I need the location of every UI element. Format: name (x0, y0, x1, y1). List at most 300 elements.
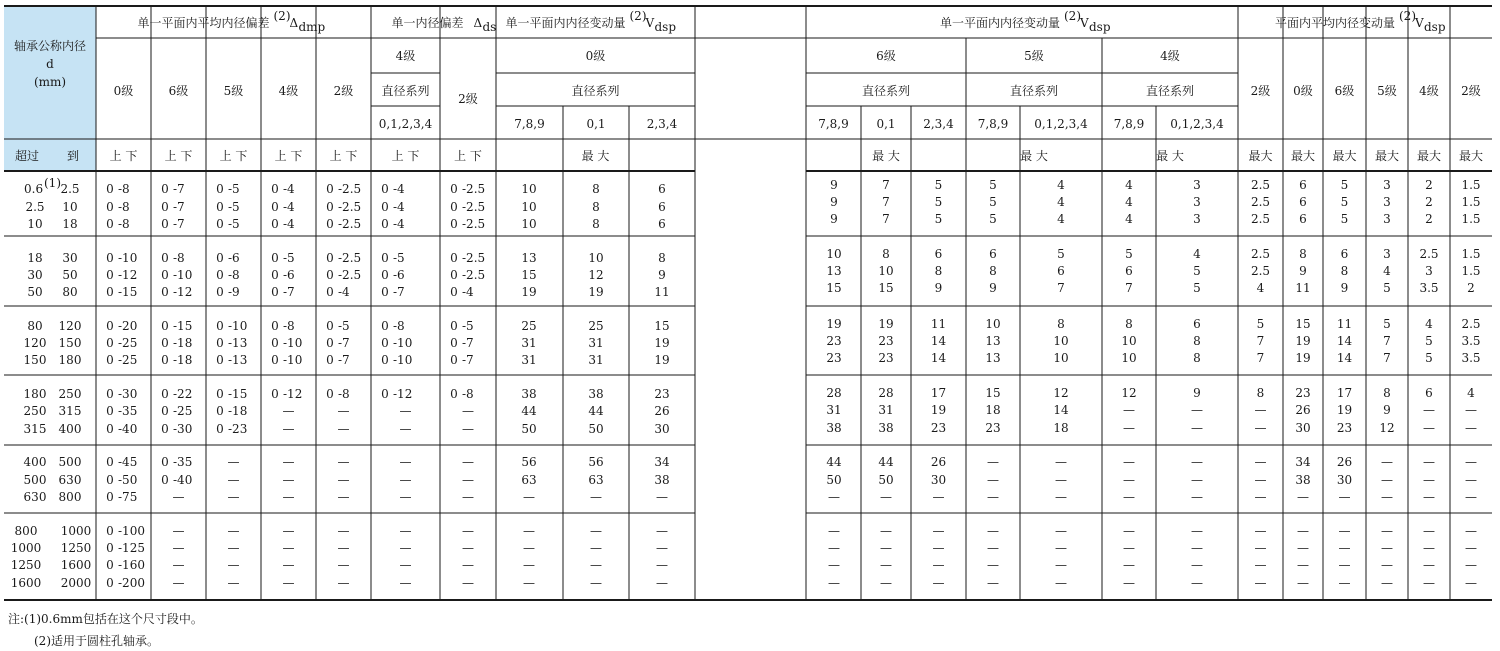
m2-18: — (1465, 576, 1477, 590)
ds-group-title: 单一内径偏差 (391, 16, 464, 30)
v0a-10: 44 (521, 404, 537, 418)
v5a-14: — (987, 490, 999, 504)
v5b-18: — (1055, 576, 1067, 590)
s2-lower-3: -2.5 (462, 251, 486, 265)
d6-lower-10: -25 (173, 404, 193, 418)
v2-15: — (1254, 524, 1267, 538)
d0-lower-8: -25 (118, 353, 138, 367)
v2-6: 5 (1256, 317, 1265, 331)
v6c-17: — (932, 558, 945, 572)
v6b-5: 15 (878, 281, 894, 295)
m2-5: 2 (1467, 281, 1475, 295)
v5b-13: — (1055, 473, 1067, 487)
d2-upper-8: 0 (326, 353, 334, 367)
d0-upper-0: 0 (106, 182, 114, 196)
m5-9: 8 (1383, 386, 1391, 400)
m0-8: 19 (1295, 351, 1311, 365)
bore-to-16: 1250 (60, 541, 92, 555)
m5-8: 7 (1383, 351, 1391, 365)
s4-upper-4: 0 (381, 268, 389, 282)
bore-to-17: 1600 (60, 558, 92, 572)
d4-12: — (282, 455, 295, 469)
v0c-16: — (656, 541, 668, 555)
d0-lower-9: -30 (118, 387, 138, 401)
v0a-5: 19 (521, 285, 537, 299)
m2-4: 1.5 (1461, 264, 1481, 278)
m0-12: 34 (1295, 455, 1311, 469)
bore-to-4: 50 (62, 268, 78, 282)
d5-upper-1: 0 (216, 200, 224, 214)
v5b-10: 14 (1053, 403, 1069, 417)
to-label: 到 (66, 149, 80, 163)
d4-14: — (282, 490, 295, 504)
d6-lower-3: -8 (173, 251, 185, 265)
d0-upper-9: 0 (106, 387, 114, 401)
s2-lower-9: -8 (462, 387, 474, 401)
vdsp4-max-label: 最 大 (1156, 149, 1184, 163)
v0a-16: — (523, 541, 535, 555)
vdsp6-series-789: 7,8,9 (818, 117, 849, 131)
m4-15: — (1423, 524, 1435, 538)
d4-upper-8: 0 (271, 353, 279, 367)
d6-upper-9: 0 (161, 387, 169, 401)
m6-1: 5 (1340, 195, 1349, 209)
s4-lower-7: -10 (393, 336, 413, 350)
d2-upper-3: 0 (326, 251, 334, 265)
upper-lower-label-1: 上 下 (164, 149, 193, 163)
v0b-4: 12 (588, 268, 604, 282)
d6-upper-5: 0 (161, 285, 169, 299)
m2-14: — (1465, 490, 1477, 504)
vdmp-group-title-sub: dsp (1424, 20, 1446, 34)
v5b-9: 12 (1053, 386, 1069, 400)
v6c-6: 11 (930, 317, 947, 331)
v0c-15: — (656, 524, 668, 538)
d0-upper-14: 0 (106, 490, 114, 504)
dmp-grade-4: 4级 (278, 84, 299, 98)
v5a-0: 5 (989, 178, 997, 192)
v0b-9: 38 (588, 387, 604, 401)
v5b-5: 7 (1057, 281, 1065, 295)
m4-10: — (1423, 403, 1435, 417)
v2-10: — (1254, 403, 1267, 417)
s4-lower-5: -7 (393, 285, 405, 299)
m6-4: 8 (1340, 264, 1349, 278)
v5b-14: — (1055, 490, 1067, 504)
m0-14: — (1297, 490, 1309, 504)
bore-from-6: 80 (27, 319, 43, 333)
s2-lower-4: -2.5 (462, 268, 486, 282)
v6a-8: 23 (826, 351, 842, 365)
v0b-10: 44 (588, 404, 604, 418)
s4-lower-0: -4 (393, 182, 405, 196)
s4-upper-8: 0 (381, 353, 389, 367)
m0-16: — (1297, 541, 1309, 555)
v6c-13: 30 (930, 473, 947, 487)
s4-lower-4: -6 (393, 268, 405, 282)
v0c-3: 8 (658, 251, 666, 265)
d0-lower-18: -200 (118, 576, 145, 590)
d0-lower-17: -160 (118, 558, 145, 572)
s2-11: — (462, 422, 474, 436)
d5-16: — (227, 541, 240, 555)
bore-from-9: 180 (23, 387, 47, 401)
d6-lower-0: -7 (173, 182, 185, 196)
m2-2: 1.5 (1461, 212, 1481, 226)
d6-upper-10: 0 (161, 404, 169, 418)
m4-7: 5 (1425, 334, 1433, 348)
m5-11: 12 (1379, 421, 1395, 435)
v5a-3: 6 (989, 247, 997, 261)
vdsp0-series-01: 0,1 (586, 117, 606, 131)
d6-upper-12: 0 (161, 455, 169, 469)
v0a-18: — (523, 576, 535, 590)
v2-16: — (1254, 541, 1267, 555)
v5a-8: 13 (985, 351, 1001, 365)
m6-5: 9 (1340, 281, 1349, 295)
max-label-1: 最大 (1290, 149, 1316, 163)
m2-10: — (1465, 403, 1477, 417)
m2-16: — (1465, 541, 1477, 555)
d6-lower-9: -22 (173, 387, 193, 401)
ds-group-symbol: Δ (473, 16, 483, 30)
m5-18: — (1381, 576, 1393, 590)
m4-6: 4 (1425, 317, 1433, 331)
d5-lower-3: -6 (228, 251, 240, 265)
m5-15: — (1381, 524, 1393, 538)
m4-5: 3.5 (1419, 281, 1439, 295)
v6a-18: — (828, 576, 840, 590)
m2-12: — (1465, 455, 1477, 469)
m6-11: 23 (1336, 421, 1353, 435)
m4-14: — (1423, 490, 1435, 504)
m4-13: — (1423, 473, 1435, 487)
v0c-11: 30 (654, 422, 670, 436)
s2-lower-5: -4 (462, 285, 474, 299)
v0b-14: — (590, 490, 602, 504)
bore-from-3: 18 (27, 251, 43, 265)
v4b-4: 5 (1193, 264, 1201, 278)
v0b-11: 50 (588, 422, 604, 436)
d2-15: — (337, 524, 350, 538)
v5a-4: 8 (989, 264, 997, 278)
d5-upper-3: 0 (216, 251, 224, 265)
d6-upper-1: 0 (161, 200, 169, 214)
v6b-17: — (880, 558, 892, 572)
d6-lower-8: -18 (173, 353, 193, 367)
bore-from-7: 120 (23, 336, 47, 350)
v4a-17: — (1123, 558, 1135, 572)
v2-18: — (1254, 576, 1267, 590)
v0c-18: — (656, 576, 668, 590)
vdsp0-max-label: 最 大 (581, 149, 610, 163)
s4-lower-8: -10 (393, 353, 413, 367)
bore-to-11: 400 (58, 422, 82, 436)
v0c-7: 19 (654, 336, 670, 350)
v0c-17: — (656, 558, 668, 572)
v2-4: 2.5 (1250, 264, 1271, 278)
s2-lower-6: -5 (462, 319, 474, 333)
d0-lower-0: -8 (118, 182, 130, 196)
d2-upper-2: 0 (326, 217, 334, 231)
d2-lower-8: -7 (338, 353, 350, 367)
v0b-13: 63 (588, 473, 604, 487)
v0c-9: 23 (654, 387, 670, 401)
v6c-15: — (932, 524, 945, 538)
v5a-18: — (987, 576, 999, 590)
s4-17: — (399, 558, 412, 572)
vdsp6-series-234: 2,3,4 (923, 117, 954, 131)
dmp-grade-2: 2级 (333, 84, 354, 98)
v4a-4: 6 (1125, 264, 1133, 278)
m0-13: 38 (1295, 473, 1311, 487)
v6b-2: 7 (882, 212, 890, 226)
s4-13: — (399, 473, 412, 487)
v4a-8: 10 (1121, 351, 1137, 365)
d0-upper-15: 0 (106, 524, 114, 538)
d6-lower-1: -7 (173, 200, 185, 214)
max-label-4: 最大 (1416, 149, 1442, 163)
s4-lower-1: -4 (393, 200, 405, 214)
d4-upper-7: 0 (271, 336, 279, 350)
v0b-6: 25 (588, 319, 604, 333)
d4-10: — (282, 404, 295, 418)
d5-upper-9: 0 (216, 387, 224, 401)
m5-17: — (1381, 558, 1393, 572)
v4a-11: — (1123, 421, 1135, 435)
d4-lower-4: -6 (283, 268, 295, 282)
d0-lower-11: -40 (118, 422, 138, 436)
v5a-12: — (987, 455, 999, 469)
s2-lower-1: -2.5 (462, 200, 486, 214)
bore-to-5: 80 (62, 285, 78, 299)
vdsp-group-title-right-sup: (2) (1064, 9, 1081, 23)
v4a-16: — (1123, 541, 1135, 555)
d4-lower-8: -10 (283, 353, 303, 367)
v0b-2: 8 (592, 217, 600, 231)
s4-11: — (399, 422, 412, 436)
d2-upper-9: 0 (326, 387, 334, 401)
s2-upper-8: 0 (450, 353, 458, 367)
d2-lower-2: -2.5 (338, 217, 362, 231)
m2-15: — (1465, 524, 1477, 538)
m6-10: 19 (1336, 403, 1353, 417)
d2-lower-4: -2.5 (338, 268, 362, 282)
d5-lower-5: -9 (228, 285, 240, 299)
s4-upper-7: 0 (381, 336, 389, 350)
vdmp-grade-4: 4级 (1419, 84, 1439, 98)
v2-11: — (1254, 421, 1267, 435)
bore-to-9: 250 (58, 387, 82, 401)
vdsp-group-title-left-sup: (2) (629, 9, 647, 23)
v6b-6: 19 (878, 317, 894, 331)
d4-lower-6: -8 (283, 319, 295, 333)
v6a-15: — (828, 524, 840, 538)
v0b-18: — (590, 576, 602, 590)
d5-lower-4: -8 (228, 268, 240, 282)
v0a-3: 13 (521, 251, 537, 265)
v5a-6: 10 (985, 317, 1001, 331)
vdsp4-series: 直径系列 (1145, 84, 1195, 98)
v4b-17: — (1191, 558, 1203, 572)
v4a-6: 8 (1125, 317, 1133, 331)
m4-9: 6 (1425, 386, 1433, 400)
s4-upper-2: 0 (381, 217, 389, 231)
dmp-group-title: 单一平面内平均内径偏差 (137, 16, 270, 30)
s2-upper-6: 0 (450, 319, 458, 333)
m4-1: 2 (1425, 195, 1433, 209)
d0-lower-2: -8 (118, 217, 130, 231)
d2-11: — (337, 422, 350, 436)
v5a-1: 5 (989, 195, 997, 209)
s2-15: — (462, 524, 474, 538)
d2-lower-6: -5 (338, 319, 350, 333)
v4a-7: 10 (1121, 334, 1137, 348)
v6c-7: 14 (930, 334, 947, 348)
s2-upper-0: 0 (450, 182, 458, 196)
v5a-9: 15 (985, 386, 1001, 400)
s4-12: — (399, 455, 412, 469)
d5-lower-11: -23 (228, 422, 248, 436)
v6a-17: — (828, 558, 840, 572)
m2-6: 2.5 (1461, 317, 1481, 331)
v0c-13: 38 (654, 473, 670, 487)
bore-to-18: 2000 (60, 576, 92, 590)
upper-lower-label-0: 上 下 (109, 149, 138, 163)
v0b-8: 31 (588, 353, 604, 367)
d0-lower-16: -125 (118, 541, 145, 555)
v0a-8: 31 (521, 353, 537, 367)
v0c-4: 9 (658, 268, 666, 282)
m4-3: 2.5 (1419, 247, 1439, 261)
s2-14: — (462, 490, 474, 504)
s4-upper-5: 0 (381, 285, 389, 299)
v0a-7: 31 (521, 336, 537, 350)
vdsp0-series-234: 2,3,4 (646, 117, 678, 131)
bore-from-2: 10 (27, 217, 43, 231)
d4-upper-6: 0 (271, 319, 279, 333)
m0-18: — (1297, 576, 1309, 590)
v5a-2: 5 (989, 212, 997, 226)
d4-13: — (282, 473, 295, 487)
d5-upper-5: 0 (216, 285, 224, 299)
d5-12: — (227, 455, 240, 469)
v4b-10: — (1191, 403, 1203, 417)
v0a-15: — (523, 524, 535, 538)
bore-from-13: 500 (23, 473, 47, 487)
v2-13: — (1254, 473, 1267, 487)
upper-lower-label-5: 上 下 (391, 149, 420, 163)
vdsp-grade-2: 2级 (1250, 84, 1271, 98)
v6b-16: — (880, 541, 892, 555)
d5-lower-10: -18 (228, 404, 248, 418)
m2-17: — (1465, 558, 1477, 572)
v2-17: — (1254, 558, 1267, 572)
bore-to-0: 2.5 (60, 182, 80, 196)
d2-13: — (337, 473, 350, 487)
v4a-14: — (1123, 490, 1135, 504)
v0b-5: 19 (588, 285, 604, 299)
max-label-0: 最大 (1248, 149, 1273, 163)
v6b-11: 38 (878, 421, 894, 435)
ds-diameter-series: 直径系列 (381, 84, 430, 98)
bore-header-unit: (mm) (33, 75, 67, 89)
v4b-16: — (1191, 541, 1203, 555)
v0a-11: 50 (521, 422, 537, 436)
s4-lower-6: -8 (393, 319, 405, 333)
v4a-9: 12 (1121, 386, 1137, 400)
vdmp-grade-6: 6级 (1334, 84, 1355, 98)
v5b-8: 10 (1053, 351, 1069, 365)
m4-16: — (1423, 541, 1435, 555)
m5-2: 3 (1383, 212, 1391, 226)
v0a-9: 38 (521, 387, 537, 401)
v0b-17: — (590, 558, 602, 572)
v0c-1: 6 (658, 200, 666, 214)
d6-lower-5: -12 (173, 285, 193, 299)
bore-from-17: 1250 (10, 558, 42, 572)
ds-group-sub: ds (482, 20, 497, 34)
d4-lower-1: -4 (283, 200, 295, 214)
m2-9: 4 (1467, 386, 1475, 400)
upper-lower-label-2: 上 下 (219, 149, 248, 163)
vdsp5-series-789: 7,8,9 (977, 117, 1009, 131)
d4-upper-5: 0 (271, 285, 279, 299)
d0-upper-8: 0 (106, 353, 114, 367)
v6c-16: — (932, 541, 945, 555)
d4-18: — (282, 576, 295, 590)
v4b-7: 8 (1193, 334, 1201, 348)
vdsp-group-title-right-symbol: V (1080, 16, 1089, 30)
vdsp-grade-5: 5级 (1024, 49, 1044, 63)
s2-16: — (462, 541, 474, 555)
m4-11: — (1423, 421, 1435, 435)
s4-14: — (399, 490, 412, 504)
vdsp-group-title-left-symbol: V (645, 16, 655, 30)
d0-lower-3: -10 (118, 251, 138, 265)
d2-lower-9: -8 (338, 387, 350, 401)
m2-11: — (1465, 421, 1477, 435)
m6-8: 14 (1336, 351, 1353, 365)
v5b-0: 4 (1057, 178, 1065, 192)
v5b-2: 4 (1057, 212, 1065, 226)
vdmp-group-title-symbol: V (1415, 16, 1424, 30)
v0a-1: 10 (521, 200, 537, 214)
d0-upper-1: 0 (106, 200, 114, 214)
d0-lower-4: -12 (118, 268, 138, 282)
m4-0: 2 (1425, 178, 1433, 192)
bore-from-0: 0.6 (24, 182, 44, 196)
s2-upper-1: 0 (450, 200, 458, 214)
v4a-13: — (1123, 473, 1135, 487)
d5-15: — (227, 524, 240, 538)
max-label-2: 最大 (1332, 149, 1357, 163)
bore-to-3: 30 (62, 251, 78, 265)
v6a-2: 9 (830, 212, 838, 226)
d4-upper-1: 0 (271, 200, 279, 214)
dmp-group-title-sub: dmp (298, 20, 326, 34)
d5-lower-0: -5 (228, 182, 240, 196)
m6-2: 5 (1340, 212, 1349, 226)
d5-upper-6: 0 (216, 319, 224, 333)
v4a-0: 4 (1125, 178, 1133, 192)
max-label-5: 最大 (1458, 149, 1484, 163)
v5b-16: — (1055, 541, 1067, 555)
s4-10: — (399, 404, 412, 418)
upper-lower-label-3: 上 下 (274, 149, 303, 163)
s4-lower-3: -5 (393, 251, 405, 265)
d6-lower-6: -15 (173, 319, 193, 333)
